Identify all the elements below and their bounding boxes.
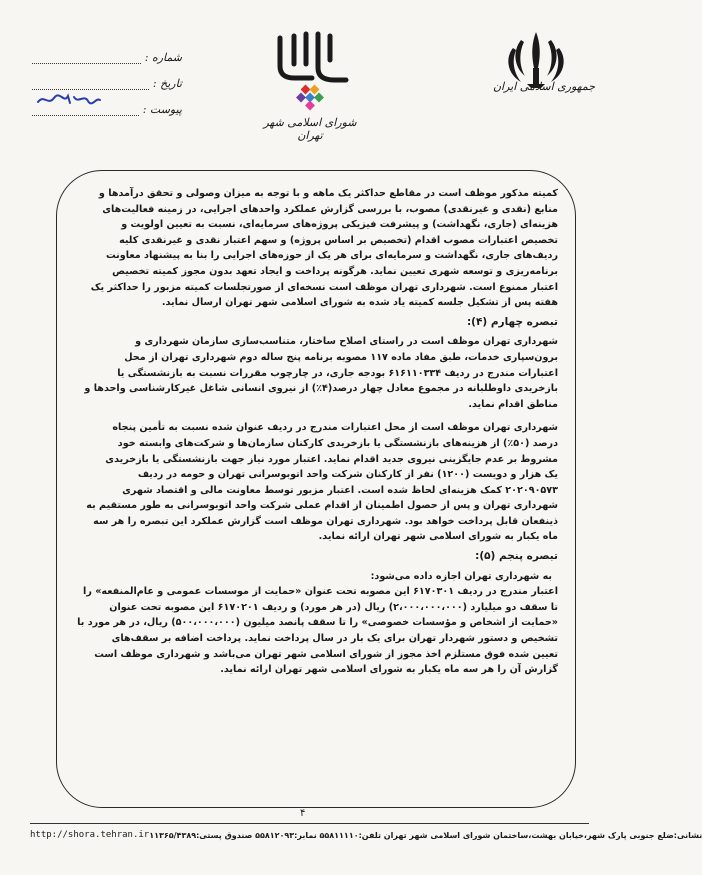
text-line: کمیته مذکور موظف است در مقاطع حداکثر یک ماهه و با توجه به میزان وصولی و تحقق درآمدها و [98, 188, 558, 199]
text-line: یک هزار و دویست (۱۲۰۰) نفر از کارکنان شرکت واحد اتوبوسرانی تهران و حومه در ردیف [137, 469, 558, 481]
spacer [74, 412, 558, 420]
text-line: شهرداری تهران موظف است در راستای اصلاح ساختار، متناسب‌سازی سازمان شهرداری و [135, 336, 558, 348]
paragraph-support [74, 584, 558, 678]
attachment-row [32, 90, 182, 116]
text-line: تا سقف دو میلیارد (۲،۰۰۰،۰۰۰،۰۰۰) ریال (در هر مورد) و ردیف ۶۱۷۰۲۰۱ این مصوبه تحت عنوان [109, 601, 558, 613]
text-line: منابع (نقدی و غیرنقدی) مصوب، با بررسی گزارش عملکرد واحدهای اجرایی، در زمینه فعالیت‌های [102, 203, 558, 215]
text-line: هزینه‌ای (جاری، نگهداشت) و پیشرفت فیزیکی پروژه‌های سرمایه‌ای، نسبت به تعیین اولویت و [121, 219, 558, 231]
paragraph-committee [74, 186, 558, 311]
text-line: مناطق اقدام نماید. [468, 398, 558, 410]
heading-note-5: تبصره پنجم (۵): [475, 550, 558, 563]
text-line: درصد (۵۰٪) از هزینه‌های بازنشستگی یا بازخریدی کارکنان سازمان‌ها و شرکت‌های وابسته خود [117, 437, 558, 449]
text-line: تخصیص اعتبارات مصوب اقدام (تخصیص بر اساس پروژه) و سهم اعتبار نقدی و غیرنقدی کلیه [119, 234, 558, 246]
text-line: «حمایت از اشخاص و مؤسسات خصوصی» را تا سقف پانصد میلیون (۵۰۰،۰۰۰،۰۰۰) ریال، در هر مورد با [77, 617, 558, 629]
text-line: ماه یکبار به شورای اسلامی شهر تهران ارائه نماید. [318, 531, 558, 543]
council-title: شورای اسلامی شهر تهران [263, 116, 357, 142]
country-name: جمهوری اسلامی ایران [492, 80, 595, 93]
date-label: تاریخ : [152, 77, 182, 90]
date-row [32, 64, 182, 90]
text-line: ۲۰۲۰۹۰۵۷۳ کمک هزینه‌ای لحاظ شده است. اعتبار مزبور توسط معاونت مالی و اقتصاد شهری [122, 484, 558, 496]
footer [30, 827, 702, 843]
page-number: ۴ [300, 808, 306, 819]
text-line: بازخریدی داوطلبانه در مجموع معادل چهار درصد(۴٪) از نیروی انسانی شاغل غیرکارشناسی واحدها و [84, 383, 558, 395]
text-line: شهرداری تهران موظف است از محل اعتبارات مندرج در ردیف عنوان شده نسبت به تأمین پنجاه [112, 422, 558, 434]
council-emblem-icon [250, 20, 370, 116]
paragraph-funding [74, 420, 558, 545]
number-label: شماره : [144, 51, 182, 64]
text-line: شهرداری تهران و پس از حصول اطمینان از اقدام عملی شرکت واحد اتوبوسرانی به طور مستقیم به [86, 500, 558, 512]
letter-meta [32, 38, 182, 116]
website-link[interactable]: http://shora.tehran.ir [30, 830, 150, 840]
number-line [32, 51, 141, 64]
number-row [32, 38, 182, 64]
text-line: اعتبار مندرج در ردیف ۶۱۷۰۳۰۱ این مصوبه تحت عنوان «حمایت از موسسات عمومی و عام‌المنفعه» را [83, 586, 558, 598]
text-line: مشروط بر عدم جایگزینی نیروی جدید اقدام نماید. اعتبار مورد نیاز جهت بازنشستگی یا بازخریدی [105, 453, 558, 465]
attachment-label: پیوست : [142, 103, 182, 116]
handwritten-signature [34, 88, 104, 110]
letter-body [74, 186, 558, 678]
text-line: تعیین شده فوق مستلزم اخذ مجوز از شورای اسلامی شهر تهران می‌باشد و شهرداری موظف است [94, 648, 558, 660]
footer-address: نشانی:ضلع جنوبی پارک شهر،خیابان بهشت،ساختمان شورای اسلامی شهر تهران تلفن:۵۵۸۱۱۱۱۰ نمابر:۵۵۸۱۲۰۹۳ صندوق پستی:۱۱۳۶۵/۴۳۸۹ [149, 830, 702, 840]
text-line: تشخیص و دستور شهردار تهران برای یک بار در سال پرداخت نماید. پرداخت اضافه بر سقف‌های [111, 633, 558, 645]
text-line: هفته پس از تشکیل جلسه کمیته یاد شده به شورای اسلامی شهر تهران ارسال نماید. [161, 297, 558, 309]
text-line: برون‌سپاری خدمات، طبق مفاد ماده ۱۱۷ مصوبه برنامه پنج ساله دوم شهرداری تهران از محل [124, 351, 558, 363]
text-line: ردیف‌های جاری، نگهداشت و سرمایه‌ای برای هر یک از حوزه‌های اجرایی را بنا به پیشنهاد معاونت [106, 250, 558, 262]
council-logo [250, 20, 370, 142]
footer-divider [30, 823, 589, 824]
paragraph-retirement [74, 334, 558, 412]
text-line: اعتبارات مندرج در ردیف ۶۱۶۱۱۰۳۳۴ بودجه جاری، در چارچوب مقررات نسبت به بازنشستگی یا [117, 367, 558, 379]
paragraph-permission-intro: به شهرداری تهران اجازه داده می‌شود: [370, 570, 552, 582]
text-line: گزارش آن را هر سه ماه یکبار به شورای اسلامی شهر تهران ارائه نماید. [220, 664, 558, 676]
text-line: ذینفعان قابل پرداخت خواهد بود. شهرداری تهران موظف است گزارش عملکرد این تبصره را هر سه [93, 515, 558, 527]
text-line: برنامه‌ریزی و توسعه شهری تعیین نماید. هرگونه پرداخت و ایجاد تعهد بدون مجوز کمیته تخصیص [112, 265, 558, 277]
text-line: اعتبار ممنوع است. شهرداری تهران موظف است نسخه‌ای از صورتجلسات کمیته مزبور را حداکثر یک [90, 281, 558, 293]
heading-note-4: تبصره چهارم (۴): [466, 315, 558, 328]
